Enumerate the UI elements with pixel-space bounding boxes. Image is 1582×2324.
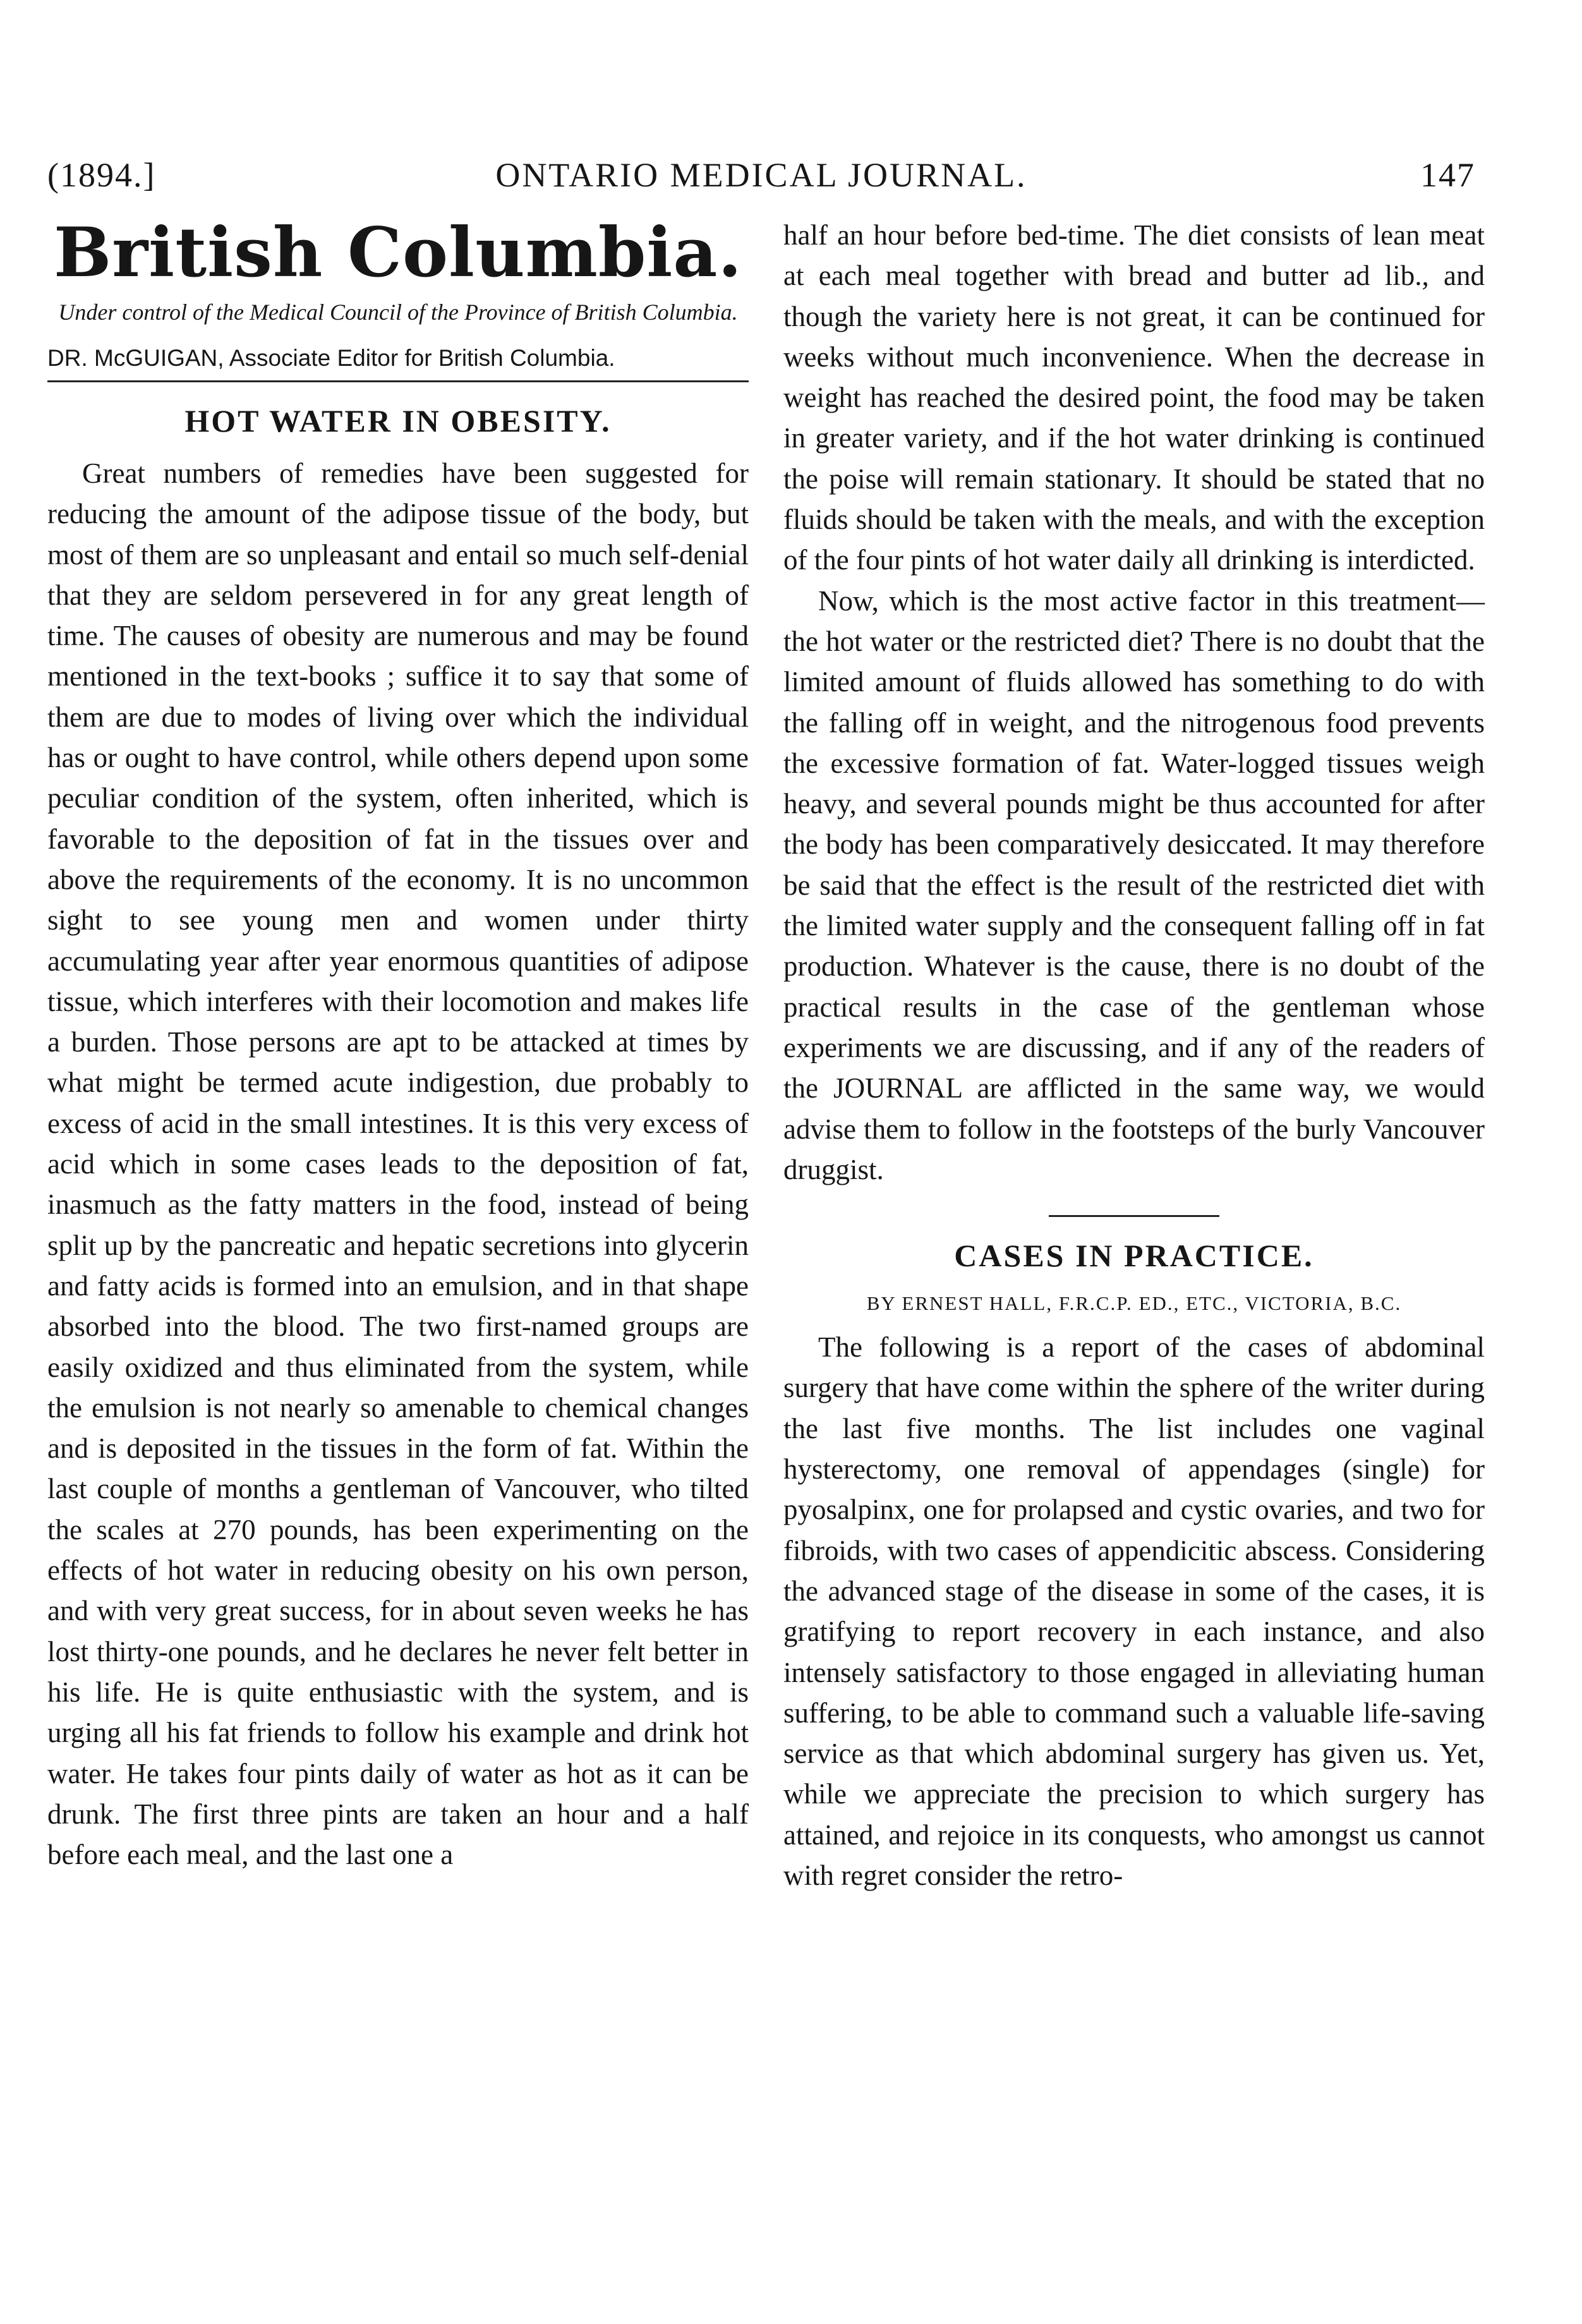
article-paragraph: Now, which is the most active factor in this treatment—the hot water or the restricted diet? There is no doubt that the limited amount of fluids allowed has something to do with the falling off in weight, and the nitrogenous food prevents the excessive formation of fat. Water-logged tissues weigh heavy, and several pounds might be thus accounted for after the body has been comparatively desiccated. It may therefore be said that the effect is the result of the restricted diet with the limited water supply and the consequent falling off in fat production. Whatever is the cause, there is no doubt of the practical results in the case of the gentleman whose experiments we are discussing, and if any of the readers of the JOURNAL are afflicted in the same way, we would advise them to follow in the footsteps of the burly Vancouver druggist. (783, 584, 1485, 1185)
section-title: British Columbia. (54, 213, 742, 293)
article-title-cases: CASES IN PRACTICE. (954, 1238, 1314, 1274)
article-paragraph: The following is a report of the cases of abdominal surgery that have come within the sphere of the writer during the last five months. The list includes one vaginal hysterectomy, one removal of appendages (single) for pyosalpinx, one for prolapsed and cystic ovaries, and two for fibroids, with two cases of appendicitic abscess. Considering the advanced stage of the disease in some of the cases, it is gratifying to report recovery in each instance, and also intensely satisfactory to those engaged in alleviating human suffering, to be able to command such a valuable life-saving service as that which abdominal surgery has given us. Yet, while we appreciate the precision to which surgery has attained, and rejoice in its conquests, who amongst us cannot with regret consider the retro- (783, 1331, 1485, 1891)
article-paragraph: half an hour before bed-time. The diet consists of lean meat at each meal together with bread and butter ad lib., and though the variety here is not great, it can be continued for weeks without much inconvenience. When the decrease in weight has reached the desired point, the food may be taken in greater variety, and if the hot water drinking is continued the poise will remain stationary. It should be stated that no fluids should be taken with the meals, and with the exception of the four pints of hot water daily all drinking is interdicted. (783, 219, 1485, 576)
journal-title: ONTARIO MEDICAL JOURNAL. (495, 156, 1027, 194)
header-year: (1894.] (47, 156, 156, 194)
running-head (47, 155, 1475, 200)
left-column (47, 215, 749, 1875)
article-title-hot-water: HOT WATER IN OBESITY. (184, 403, 612, 439)
article-paragraph: Great numbers of remedies have been suggested for reducing the amount of the adipose tissue of the body, but most of them are so unpleasant and entail so much self-denial that they are seldom persevered in for any great length of time. The causes of obesity are numerous and may be found mentioned in the text-books ; suffice it to say that some of them are due to modes of living over which the individual has or ought to have control, while others depend upon some peculiar condition of the system, often inherited, which is favorable to the deposition of fat in the tissues over and above the requirements of the economy. It is no uncommon sight to see young men and women under thirty accumulating year after year enormous quantities of adipose tissue, which interferes with their locomotion and makes life a burden. Those persons are apt to be attacked at times by what might be termed acute indigestion, due probably to excess of acid in the small intestines. It is this very excess of acid which in some cases leads to the deposition of fat, inasmuch as the fatty matters in the food, instead of being split up by the pancreatic and hepatic secretions into glycerin and fatty acids is formed into an emulsion, and in that shape absorbed into the blood. The two first-named groups are easily oxidized and thus eliminated from the system, while the emulsion is not nearly so amenable to chemical changes and is deposited in the tissues in the form of fat. Within the last couple of months a gentleman of Vancouver, who tilted the scales at 270 pounds, has been experimenting on the effects of hot water in reducing obesity on his own person, and with very great success, for in about seven weeks he has lost thirty-one pounds, and he declares he never felt better in his life. He is quite enthusiastic with the system, and is urging all his fat friends to follow his example and drink hot water. He takes four pints daily of water as hot as it can be drunk. The first three pints are taken an hour and a half before each meal, and the last one a (47, 457, 749, 1871)
article-divider (1049, 1215, 1219, 1217)
section-rule (47, 380, 749, 382)
page-number: 147 (1420, 156, 1475, 194)
right-column (783, 215, 1485, 1896)
author-byline: BY ERNEST HALL, F.R.C.P. ED., ETC., VICTORIA, B.C. (866, 1292, 1402, 1315)
section-subtitle: Under control of the Medical Council of the Province of British Columbia. (58, 300, 738, 325)
associate-editor-line: DR. McGUIGAN, Associate Editor for British Columbia. (47, 345, 615, 371)
